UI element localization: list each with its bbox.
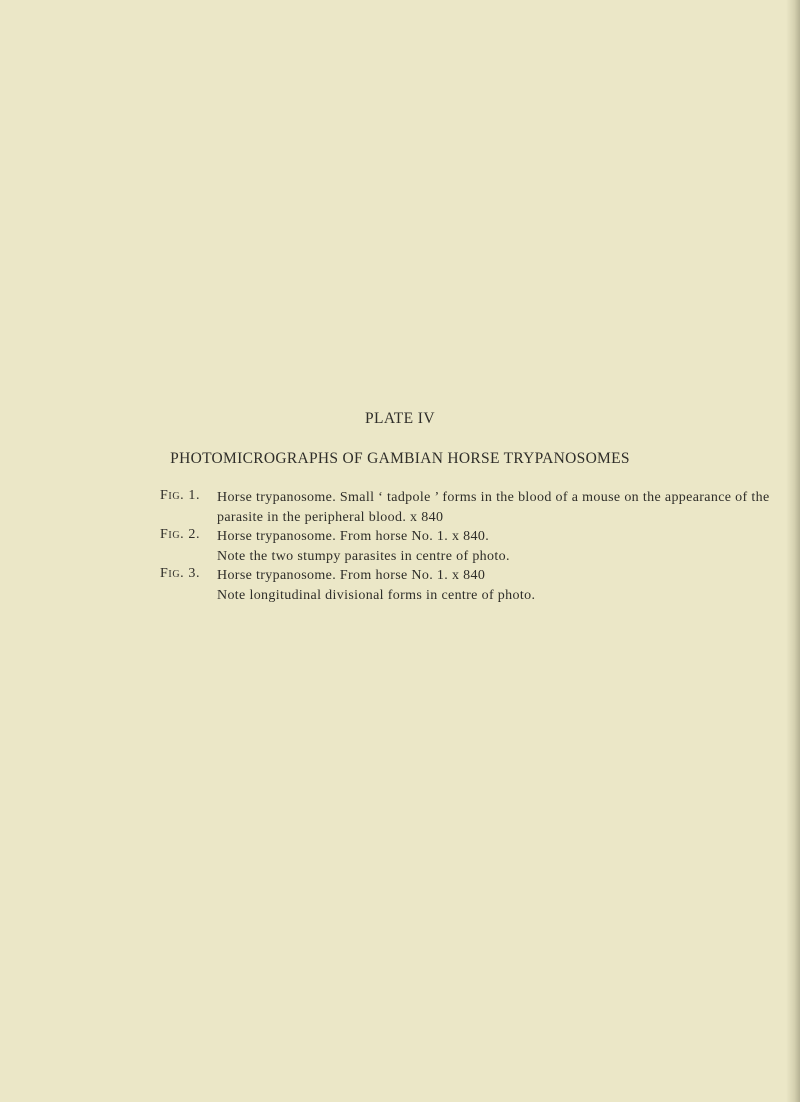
figure-caption-line: parasite in the peripheral blood. x 840 <box>217 509 444 525</box>
plate-title: PLATE IV <box>365 410 435 427</box>
figure-label: Fig. 2. <box>160 527 201 542</box>
figure-entry-3 <box>0 566 800 605</box>
figure-label: Fig. 3. <box>160 566 201 581</box>
figure-caption-line: Note longitudinal divisional forms in centre of photo. <box>217 587 536 603</box>
figure-list <box>0 488 800 605</box>
figure-caption-line: Horse trypanosome. From horse No. 1. x 840. <box>217 529 490 544</box>
figure-caption-line: Note the two stumpy parasites in centre of photo. <box>217 548 510 564</box>
figure-entry-2 <box>0 527 800 566</box>
figure-caption-line: Horse trypanosome. Small ‘ tadpole ’ forms in the blood of a mouse on the appearance of the <box>217 490 770 505</box>
figure-caption-line: Horse trypanosome. From horse No. 1. x 840 <box>217 568 486 583</box>
figure-entry-1 <box>0 488 800 527</box>
figure-label: Fig. 1. <box>160 488 201 503</box>
plate-subtitle: PHOTOMICROGRAPHS OF GAMBIAN HORSE TRYPANOSOMES <box>170 450 630 467</box>
